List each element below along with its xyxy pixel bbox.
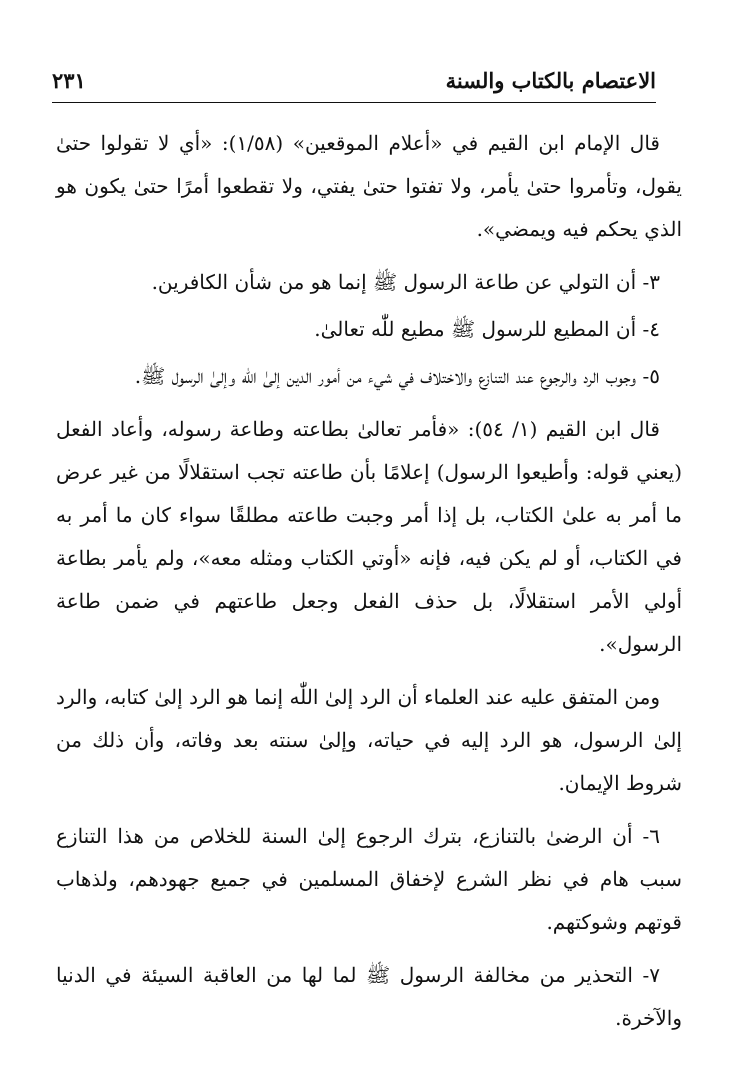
running-title: الاعتصام بالكتاب والسنة: [445, 67, 656, 93]
list-item-7: ٧- التحذير من مخالفة الرسول ﷺ لما لها من العاقبة السيئة في الدنيا والآخرة.: [56, 963, 682, 1030]
header-rule: [52, 102, 656, 103]
list-item-3: ٣- أن التولي عن طاعة الرسول ﷺ إنما هو من شأن الكافرين.: [151, 270, 660, 294]
list-item-4: ٤- أن المطيع للرسول ﷺ مطيع للّٰه تعالىٰ.: [314, 317, 660, 341]
paragraph-scholars-agreement: ومن المتفق عليه عند العلماء أن الرد إلىٰ اللّٰه إنما هو الرد إلىٰ كتابه، والرد إلىٰ الرسول، هو الرد إليه في حياته، وإلىٰ سنته بعد وفاته، وأن ذلك من شروط الإيمان.: [56, 685, 682, 795]
list-item-6: ٦- أن الرضىٰ بالتنازع، بترك الرجوع إلىٰ السنة للخلاص من هذا التنازع سبب هام في نظر الشرع لإخفاق المسلمين في جميع جهودهم، ولذهاب قوتهم وشوكتهم.: [56, 824, 682, 934]
list-item-5: ٥- وجوب الرد والرجوع عند التنازع والاختلاف في شيء من أمور الدين إلىٰ اللّٰه وإلىٰ الرسول ﷺ.: [134, 364, 660, 388]
paragraph-ibn-qayyim-quote-1: قال الإمام ابن القيم في «أعلام الموقعين» (١/٥٨): «أي لا تقولوا حتىٰ يقول، وتأمروا حتىٰ يأمر، ولا تفتوا حتىٰ يفتي، ولا تقطعوا أمرًا حتىٰ يكون هو الذي يحكم فيه ويمضي».: [56, 131, 682, 241]
page-header: [52, 58, 656, 102]
page-body: [56, 122, 682, 1052]
page-number: ٢٣١: [52, 67, 86, 93]
paragraph-ibn-qayyim-quote-2: قال ابن القيم (١/ ٥٤): «فأمر تعالىٰ بطاعته وطاعة رسوله، وأعاد الفعل (يعني قوله: وأطيعوا الرسول) إعلامًا بأن طاعته تجب استقلالًا من غير عرض ما أمر به علىٰ الكتاب، بل إذا أمر وجبت طاعته مطلقًا سواء كان ما أمر به في الكتاب، أو لم يكن فيه، فإنه «أوتي الكتاب ومثله معه»، ولم يأمر بطاعة أولي الأمر استقلالًا، بل حذف الفعل وجعل طاعتهم في ضمن طاعة الرسول».: [56, 417, 683, 656]
